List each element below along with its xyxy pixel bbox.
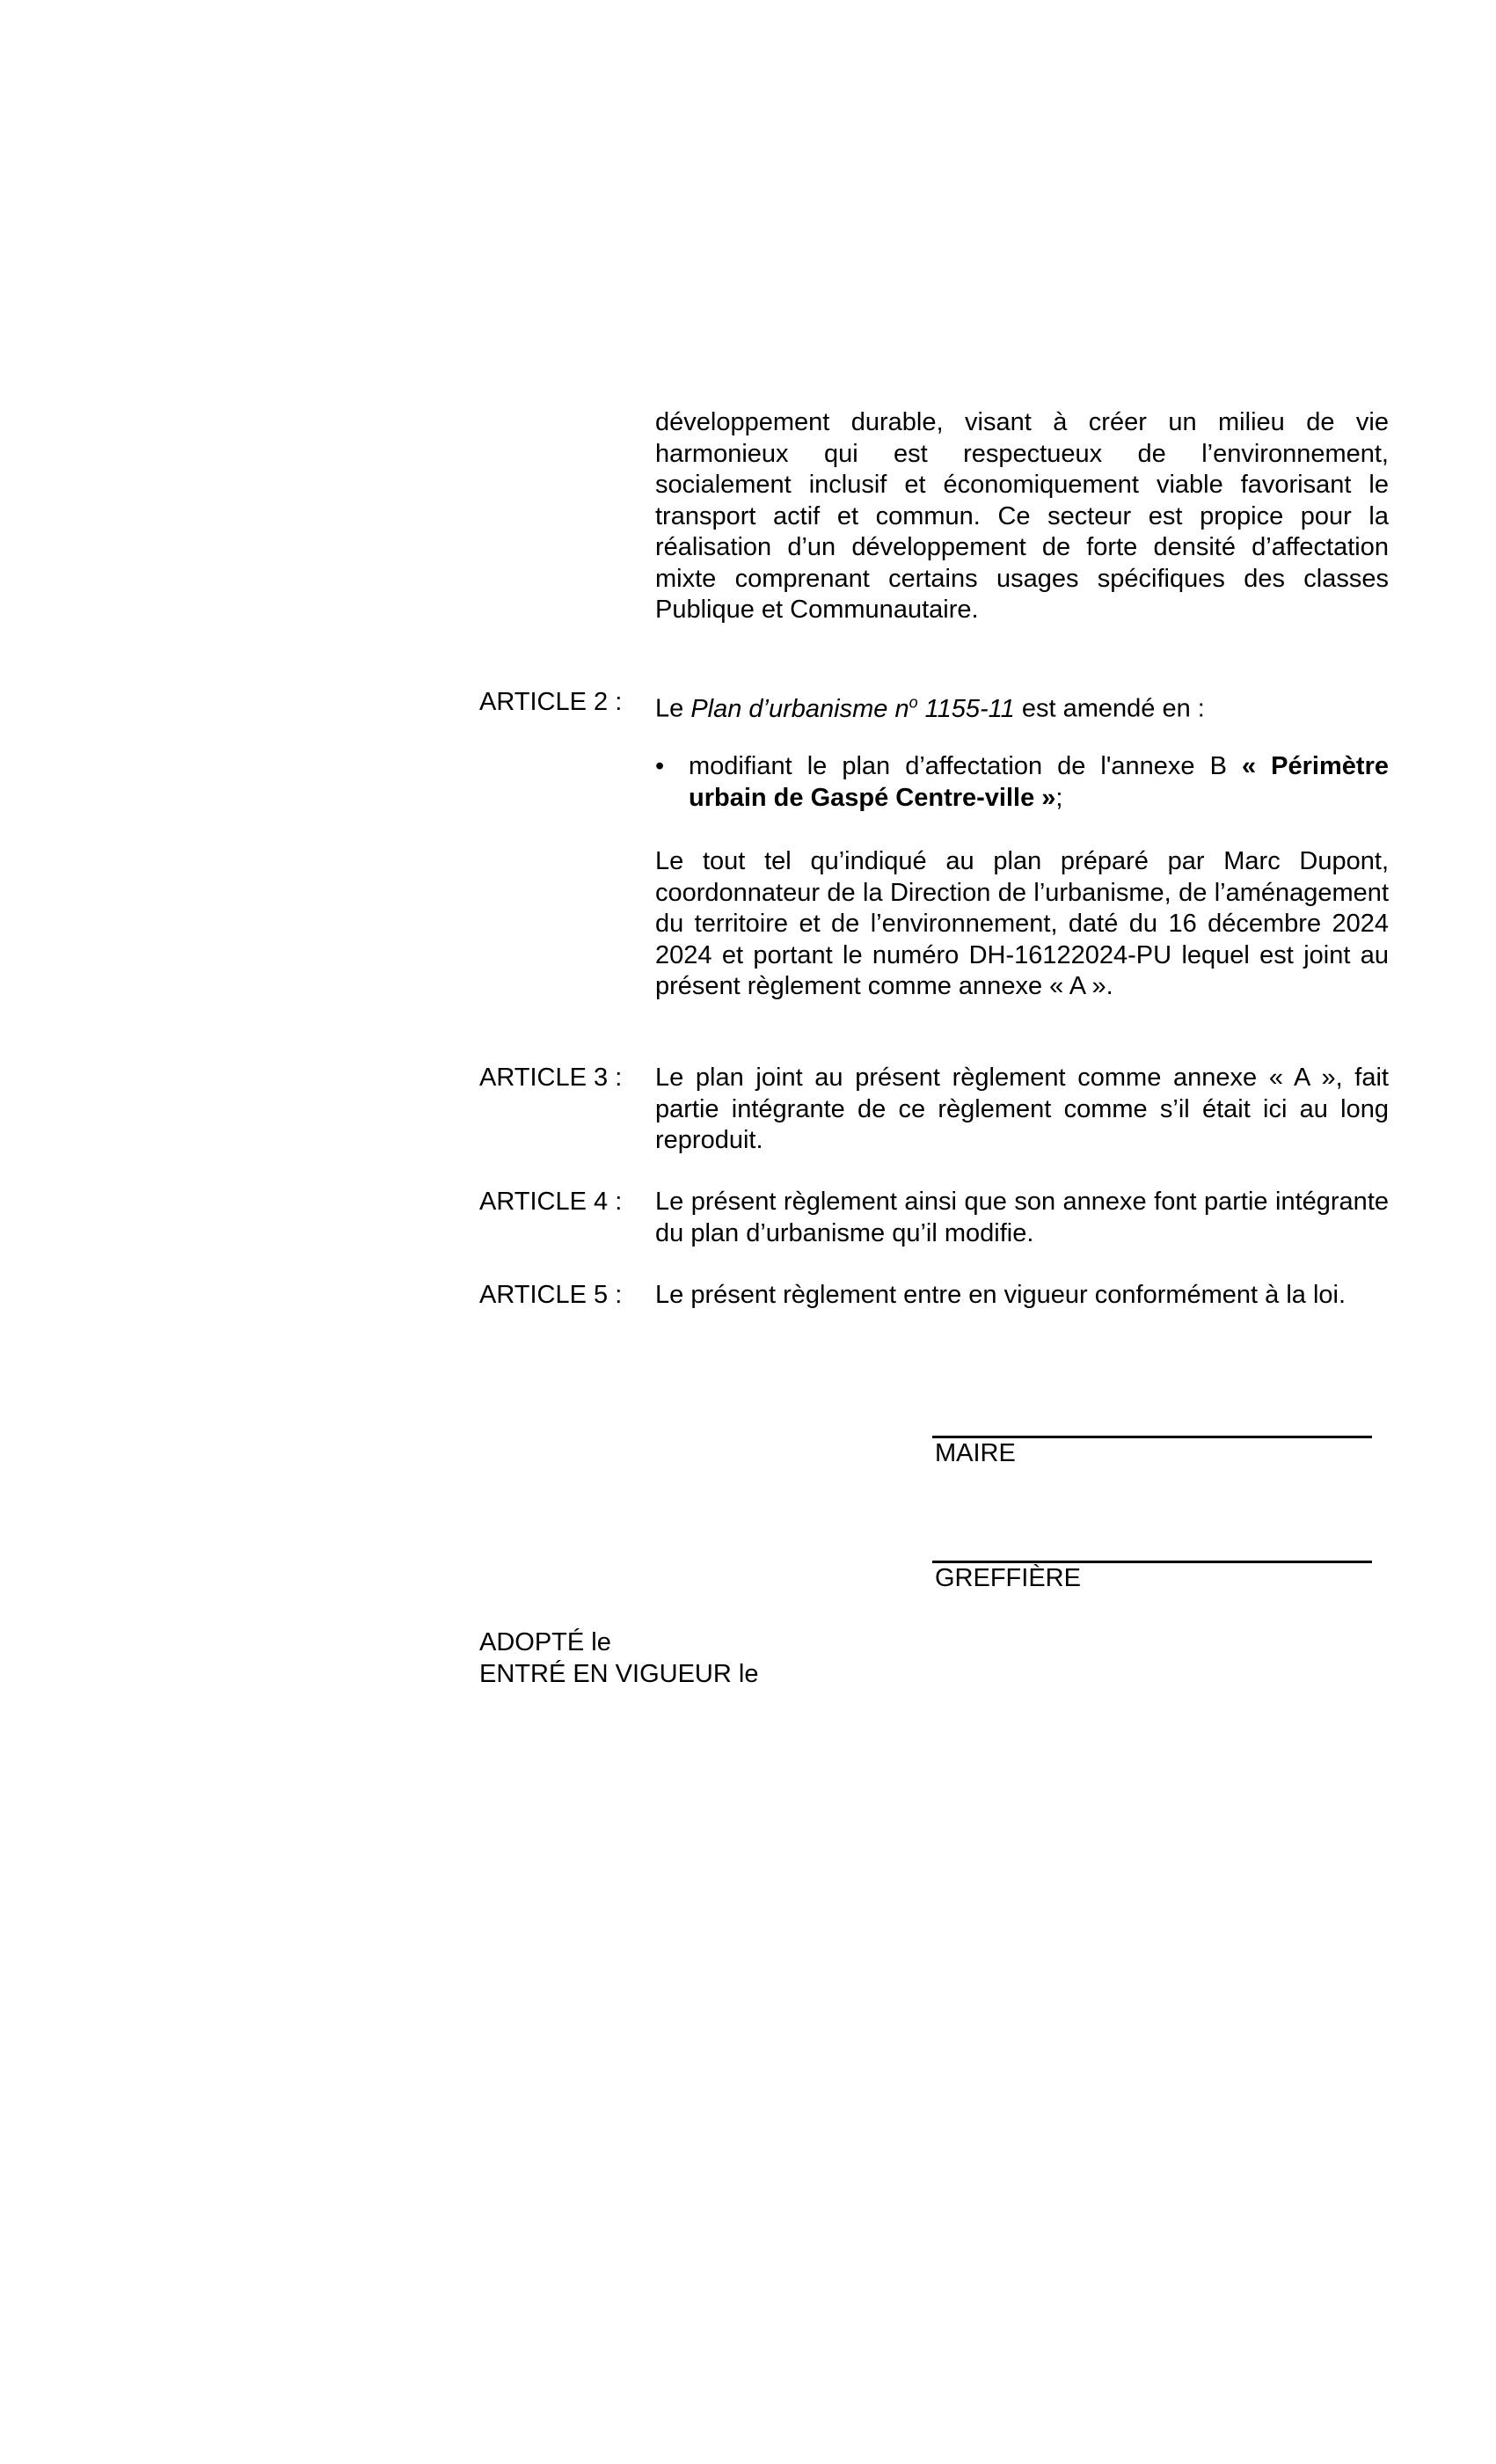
article-5-label: ARTICLE 5 : <box>479 1281 623 1309</box>
article-2-tail: est amendé en : <box>1014 694 1205 723</box>
maire-label: MAIRE <box>935 1439 1016 1467</box>
article-4-label: ARTICLE 4 : <box>479 1188 623 1216</box>
article-3-text: Le plan joint au présent règlement comme annexe « A », fait partie intégrante de ce règlement comme s’il était ici au long reproduit. <box>655 1064 1389 1154</box>
article-5-text: Le présent règlement entre en vigueur conformément à la loi. <box>655 1281 1346 1309</box>
plan-title-sup: o <box>909 693 918 711</box>
article-2-text <box>655 687 1389 725</box>
article-2-lead: Le <box>655 694 691 723</box>
bullet-text-lead: modifiant le plan d’affectation de l'annexe B <box>689 752 1242 780</box>
article-3-label: ARTICLE 3 : <box>479 1064 623 1092</box>
greffiere-label: GREFFIÈRE <box>935 1564 1081 1592</box>
article-2-bullet <box>655 751 1389 814</box>
bullet-text <box>689 751 1389 814</box>
adopte-label: ADOPTÉ le <box>479 1628 611 1656</box>
plan-title <box>690 695 1014 723</box>
article-2-label: ARTICLE 2 : <box>479 688 623 716</box>
article-2-details: Le tout tel qu’indiqué au plan préparé par Marc Dupont, coordonnateur de la Direction de l’urbanisme, de l’aménagement du territoire et de l’environnement, daté du 16 décembre 2024 2024 et portant le numéro DH-16122024-PU lequel est joint au présent règlement comme annexe « A ». <box>655 847 1389 1000</box>
plan-title-text: Plan d’urbanisme n <box>690 694 909 723</box>
plan-number: 1155-11 <box>917 694 1015 723</box>
intro-paragraph: développement durable, visant à créer un milieu de vie harmonieux qui est respectueux de l’environnement, socialement inclusif et économiquement viable favorisant le transport actif et commun. Ce secteur est propice pour la réalisation d’un développement de forte densité d’affectation mixte comprenant certains usages spécifiques des classes Publique et Communautaire. <box>655 408 1389 624</box>
vigueur-label: ENTRÉ EN VIGUEUR le <box>479 1660 759 1688</box>
bullet-text-bold: « Périmètre urbain de Gaspé Centre-ville » <box>689 752 1389 812</box>
bullet-text-end: ; <box>1055 783 1063 812</box>
article-4-text: Le présent règlement ainsi que son annexe font partie intégrante du plan d’urbanisme qu’il modifie. <box>655 1188 1389 1247</box>
bullet-dot-icon: • <box>655 752 665 780</box>
